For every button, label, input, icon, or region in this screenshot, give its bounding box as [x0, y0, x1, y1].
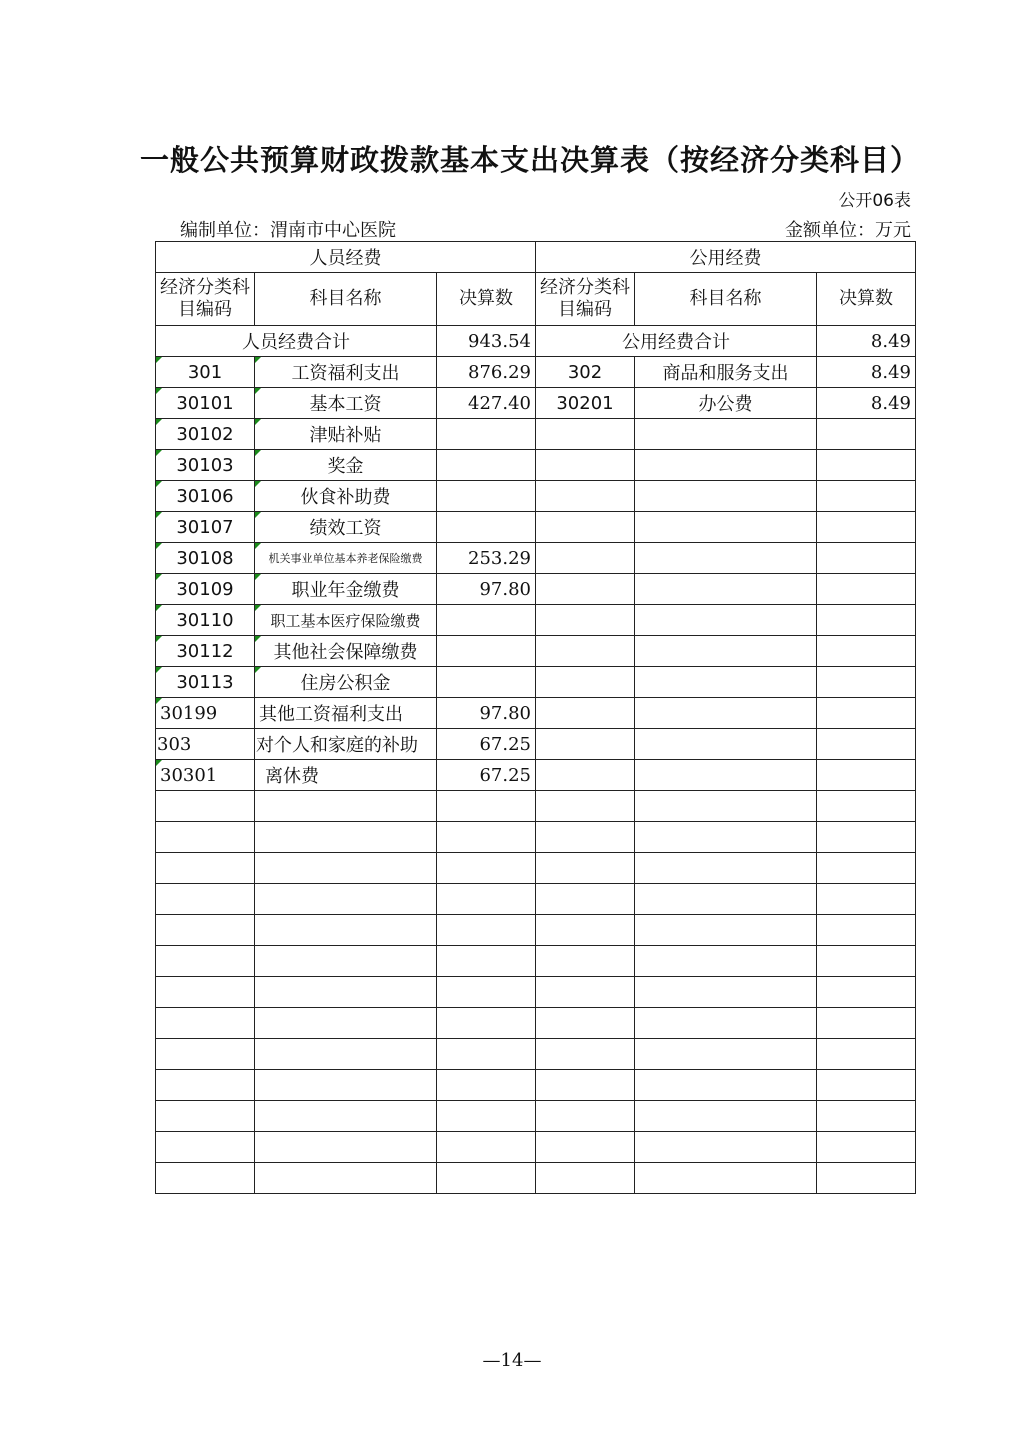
- personnel-total-label: 人员经费合计: [156, 326, 437, 357]
- public-amount: [817, 419, 916, 450]
- personnel-name: 离休费: [255, 760, 437, 791]
- table-row: [156, 574, 916, 605]
- public-code: [536, 574, 635, 605]
- public-name: 商品和服务支出: [635, 357, 817, 388]
- public-name: [635, 636, 817, 667]
- table-row: [156, 357, 916, 388]
- public-name: [635, 450, 817, 481]
- personnel-code: 30101: [156, 388, 255, 419]
- personnel-name-header: 科目名称: [255, 273, 437, 326]
- table-row: [156, 450, 916, 481]
- table-row: [156, 543, 916, 574]
- table-row: [156, 667, 916, 698]
- personnel-name: 工资福利支出: [255, 357, 437, 388]
- column-header-row: [156, 273, 916, 326]
- public-amount-header: 决算数: [817, 273, 916, 326]
- public-code: [536, 729, 635, 760]
- personnel-code-header: 经济分类科目编码: [156, 273, 255, 326]
- empty-row: [156, 853, 916, 884]
- personnel-amount-header: 决算数: [437, 273, 536, 326]
- personnel-code: 30112: [156, 636, 255, 667]
- public-name-header: 科目名称: [635, 273, 817, 326]
- personnel-code: 30106: [156, 481, 255, 512]
- public-code: [536, 667, 635, 698]
- public-name: [635, 729, 817, 760]
- personnel-amount: [437, 512, 536, 543]
- totals-row: [156, 326, 916, 357]
- group-header-row: [156, 242, 916, 273]
- public-code: [536, 636, 635, 667]
- personnel-name: 机关事业单位基本养老保险缴费: [255, 543, 437, 574]
- public-amount: [817, 698, 916, 729]
- public-name: [635, 605, 817, 636]
- empty-row: [156, 1101, 916, 1132]
- personnel-code: 30102: [156, 419, 255, 450]
- empty-row: [156, 1070, 916, 1101]
- public-code: [536, 760, 635, 791]
- public-name: [635, 512, 817, 543]
- public-code: [536, 512, 635, 543]
- empty-row: [156, 977, 916, 1008]
- table-row: [156, 419, 916, 450]
- public-amount: 8.49: [817, 388, 916, 419]
- personnel-code: 301: [156, 357, 255, 388]
- public-total-label: 公用经费合计: [536, 326, 817, 357]
- personnel-amount: [437, 450, 536, 481]
- public-name: [635, 760, 817, 791]
- public-code: [536, 450, 635, 481]
- empty-row: [156, 822, 916, 853]
- table-row: [156, 760, 916, 791]
- public-amount: [817, 481, 916, 512]
- public-amount: [817, 760, 916, 791]
- personnel-code: 30107: [156, 512, 255, 543]
- form-number: 公开06表: [838, 191, 911, 211]
- public-name: [635, 419, 817, 450]
- public-code-header: 经济分类科目编码: [536, 273, 635, 326]
- personnel-code: 30113: [156, 667, 255, 698]
- empty-row: [156, 1132, 916, 1163]
- personnel-code: 30103: [156, 450, 255, 481]
- public-name: [635, 698, 817, 729]
- personnel-amount: 253.29: [437, 543, 536, 574]
- personnel-name: 奖金: [255, 450, 437, 481]
- compiling-unit: 编制单位：渭南市中心医院: [180, 220, 396, 241]
- public-amount: [817, 574, 916, 605]
- public-amount: [817, 667, 916, 698]
- public-name: [635, 481, 817, 512]
- personnel-name: 基本工资: [255, 388, 437, 419]
- public-code: [536, 605, 635, 636]
- public-amount: 8.49: [817, 357, 916, 388]
- public-code: [536, 481, 635, 512]
- empty-row: [156, 946, 916, 977]
- personnel-amount: 876.29: [437, 357, 536, 388]
- empty-row: [156, 791, 916, 822]
- personnel-group-header: 人员经费: [156, 242, 536, 273]
- personnel-code: 303: [156, 729, 255, 760]
- table-row: [156, 698, 916, 729]
- personnel-code: 30199: [156, 698, 255, 729]
- public-name: [635, 543, 817, 574]
- expenditure-table: [155, 241, 916, 1194]
- public-name: [635, 667, 817, 698]
- table-row: [156, 512, 916, 543]
- public-code: [536, 698, 635, 729]
- public-group-header: 公用经费: [536, 242, 916, 273]
- personnel-name: 绩效工资: [255, 512, 437, 543]
- public-amount: [817, 450, 916, 481]
- empty-row: [156, 1163, 916, 1194]
- public-name: [635, 574, 817, 605]
- personnel-amount: 67.25: [437, 760, 536, 791]
- personnel-amount: [437, 605, 536, 636]
- personnel-total-value: 943.54: [437, 326, 536, 357]
- table-row: [156, 729, 916, 760]
- personnel-name: 其他社会保障缴费: [255, 636, 437, 667]
- personnel-name: 其他工资福利支出: [255, 698, 437, 729]
- table-row: [156, 636, 916, 667]
- public-amount: [817, 636, 916, 667]
- public-total-value: 8.49: [817, 326, 916, 357]
- public-code: [536, 543, 635, 574]
- table-row: [156, 388, 916, 419]
- table-row: [156, 605, 916, 636]
- personnel-amount: 97.80: [437, 574, 536, 605]
- personnel-name: 住房公积金: [255, 667, 437, 698]
- personnel-amount: [437, 636, 536, 667]
- public-amount: [817, 729, 916, 760]
- personnel-code: 30110: [156, 605, 255, 636]
- personnel-code: 30301: [156, 760, 255, 791]
- personnel-amount: [437, 667, 536, 698]
- empty-row: [156, 884, 916, 915]
- personnel-amount: 67.25: [437, 729, 536, 760]
- personnel-code: 30108: [156, 543, 255, 574]
- personnel-name: 职工基本医疗保险缴费: [255, 605, 437, 636]
- public-code: [536, 419, 635, 450]
- personnel-name: 伙食补助费: [255, 481, 437, 512]
- personnel-amount: [437, 419, 536, 450]
- personnel-code: 30109: [156, 574, 255, 605]
- personnel-name: 津贴补贴: [255, 419, 437, 450]
- empty-row: [156, 1039, 916, 1070]
- empty-row: [156, 1008, 916, 1039]
- table-row: [156, 481, 916, 512]
- page-number: —14—: [482, 1350, 542, 1371]
- page-title: 一般公共预算财政拨款基本支出决算表（按经济分类科目）: [139, 143, 920, 177]
- personnel-amount: 97.80: [437, 698, 536, 729]
- empty-row: [156, 915, 916, 946]
- personnel-name: 对个人和家庭的补助: [255, 729, 437, 760]
- public-amount: [817, 543, 916, 574]
- public-code: 30201: [536, 388, 635, 419]
- public-name: 办公费: [635, 388, 817, 419]
- personnel-amount: [437, 481, 536, 512]
- money-unit: 金额单位：万元: [785, 220, 911, 241]
- public-code: 302: [536, 357, 635, 388]
- public-amount: [817, 512, 916, 543]
- personnel-amount: 427.40: [437, 388, 536, 419]
- personnel-name: 职业年金缴费: [255, 574, 437, 605]
- public-amount: [817, 605, 916, 636]
